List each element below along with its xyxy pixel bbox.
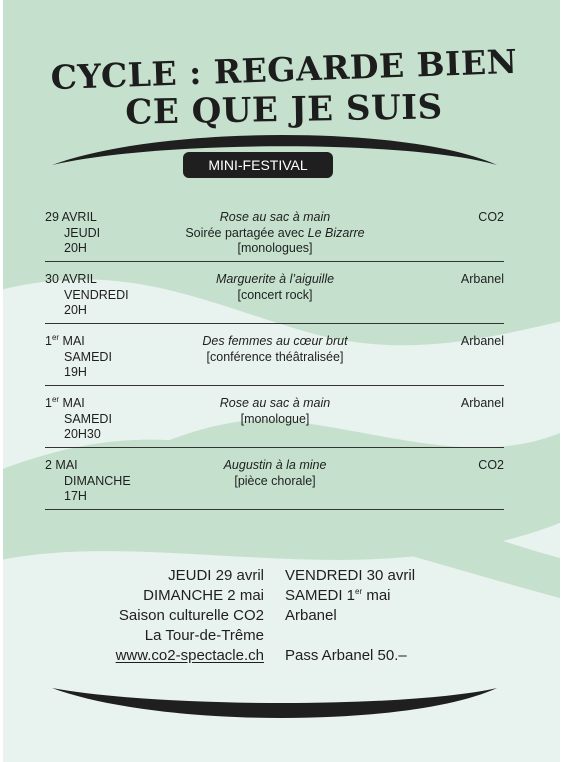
row-date: 1er MAI SAMEDI 20H30 (45, 394, 112, 441)
title-line-2: CE QUE JE SUIS (124, 87, 443, 133)
row-date: 2 MAI DIMANCHE 17H (45, 458, 131, 503)
row-venue: CO2 (478, 210, 504, 224)
event-title: Des femmes au cœur brut (202, 334, 348, 348)
event-title: Augustin à la mine (223, 458, 327, 472)
row-venue: Arbanel (460, 272, 504, 286)
row-event (155, 272, 395, 303)
event-type: [monologues] (237, 241, 313, 255)
row-event: Rose au sac à main Soirée partagée avec Le Bizarre [monologues] (155, 210, 395, 257)
schedule-row (45, 272, 504, 324)
row-venue: CO2 (478, 458, 504, 472)
schedule-row (45, 396, 504, 448)
row-date: 29 AVRIL JEUDI 20H (45, 210, 101, 255)
event-type: [conférence théâtralisée] (206, 349, 344, 364)
title-line-1: CYCLE : REGARDE BIEN (49, 41, 518, 98)
row-date: 30 AVRIL VENDREDI 20H (45, 272, 129, 317)
row-event (155, 334, 395, 365)
info-left-block: JEUDI 29 avril DIMANCHE 2 mai Saison culturelle CO2 La Tour-de-Trême www.co2-spectacle.ch (115, 567, 264, 664)
row-date: 1er MAI SAMEDI 19H (45, 332, 112, 379)
frame-left (0, 0, 3, 762)
event-title: Rose au sac à main (219, 210, 331, 224)
schedule-row (45, 210, 504, 262)
pass-price: Pass Arbanel 50.– (285, 647, 407, 664)
website-link[interactable]: www.co2-spectacle.ch (115, 647, 264, 664)
schedule-row (45, 334, 504, 386)
row-event (155, 396, 395, 427)
event-type: [concert rock] (237, 287, 313, 302)
schedule-row (45, 458, 504, 510)
row-venue: Arbanel (460, 396, 504, 410)
row-venue: Arbanel (460, 334, 504, 348)
event-title: Rose au sac à main (219, 396, 331, 410)
frame-right (560, 0, 567, 762)
event-type: [pièce chorale] (234, 473, 316, 488)
info-right-block: VENDREDI 30 avril SAMEDI 1er mai Arbanel Pass Arbanel 50.– (285, 567, 416, 664)
festival-badge: MINI-FESTIVAL (183, 152, 333, 178)
event-type: [monologue] (240, 411, 310, 426)
row-event (155, 458, 395, 489)
event-title: Marguerite à l’aiguille (215, 272, 335, 286)
